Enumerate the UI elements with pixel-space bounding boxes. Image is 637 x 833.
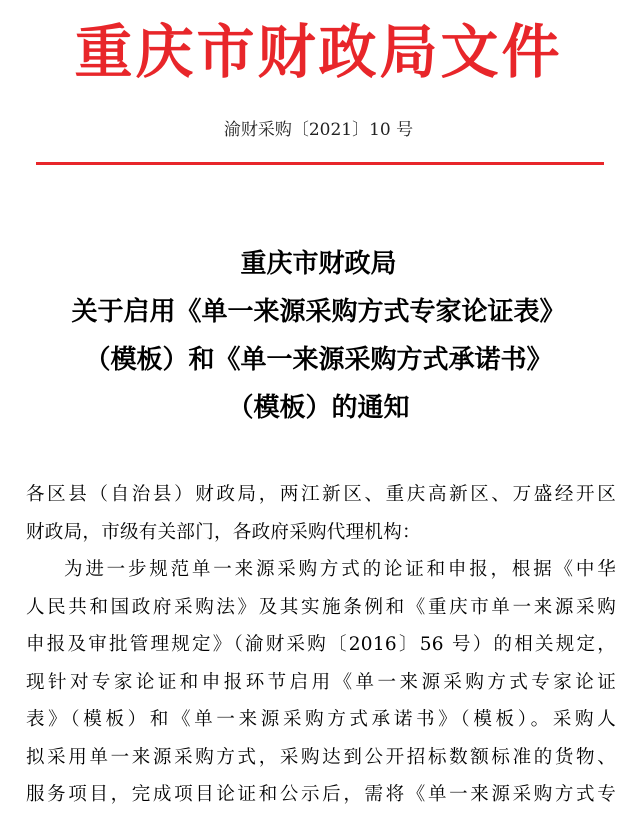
title-line-2: 关于启用《单一来源采购方式专家论证表》 bbox=[71, 297, 566, 327]
red-divider-line bbox=[36, 162, 604, 165]
issuer-heading: 重庆市财政局文件 bbox=[74, 18, 563, 86]
addressee-line-1: 各区县（自治县）财政局，两江新区、重庆高新区、万盛经开区 bbox=[26, 484, 616, 505]
body-line-7: 服务项目，完成项目论证和公示后，需将《单一来源采购方式专 bbox=[26, 784, 616, 805]
title-line-3: （模板）和《单一来源采购方式承诺书》 bbox=[84, 345, 553, 375]
title-line-4: （模板）的通知 bbox=[227, 393, 410, 423]
body-line-4: 现针对专家论证和申报环节启用《单一来源采购方式专家论证 bbox=[26, 671, 616, 693]
notice-body bbox=[26, 476, 616, 814]
body-line-1: 为进一步规范单一来源采购方式的论证和申报，根据《中华 bbox=[64, 559, 616, 580]
notice-title bbox=[0, 240, 637, 432]
body-line-5: 表》（模板）和《单一来源采购方式承诺书》（模板）。采购人 bbox=[26, 709, 616, 730]
body-line-3: 申报及审批管理规定》（渝财采购〔2016〕56 号）的相关规定， bbox=[26, 634, 616, 655]
body-line-6: 拟采用单一来源采购方式，采购达到公开招标数额标准的货物、 bbox=[26, 746, 616, 768]
document-number: 渝财采购〔2021〕10 号 bbox=[223, 120, 414, 140]
title-line-1: 重庆市财政局 bbox=[240, 249, 397, 279]
body-line-2: 人民共和国政府采购法》及其实施条例和《重庆市单一来源采购 bbox=[26, 596, 616, 618]
addressee-line-2: 财政局，市级有关部门，各政府采购代理机构： bbox=[26, 521, 421, 543]
